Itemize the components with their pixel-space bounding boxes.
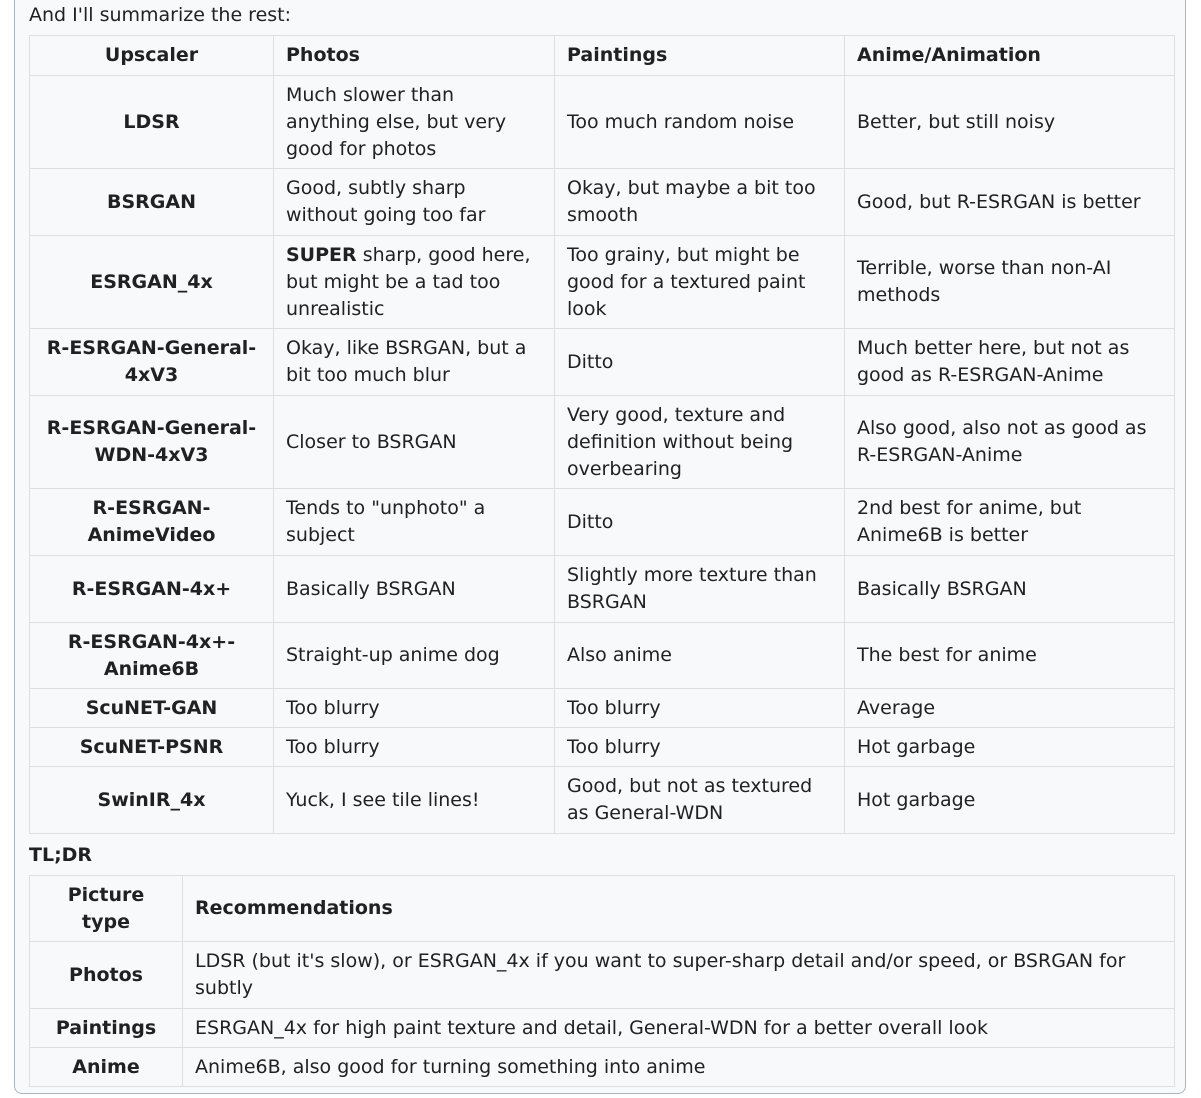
recommendation-table bbox=[29, 875, 1175, 1087]
paintings-cell: Very good, texture and definition without being overbearing bbox=[555, 396, 845, 489]
column-header-paintings: Paintings bbox=[555, 36, 845, 76]
photos-cell-text: Too blurry bbox=[286, 696, 380, 719]
photos-cell-text: sharp, good here, but might be a tad too unrealistic bbox=[286, 243, 531, 320]
paintings-cell: Ditto bbox=[555, 329, 845, 396]
paintings-cell: Okay, but maybe a bit too smooth bbox=[555, 169, 845, 236]
table-row bbox=[30, 489, 1175, 556]
upscaler-name: SwinIR_4x bbox=[30, 767, 274, 834]
recommendation-text: Anime6B, also good for turning something into anime bbox=[183, 1048, 1175, 1087]
anime-cell: Hot garbage bbox=[845, 767, 1175, 834]
anime-cell: The best for anime bbox=[845, 623, 1175, 689]
upscaler-name: ESRGAN_4x bbox=[30, 236, 274, 329]
upscaler-name: R-ESRGAN-4x+ bbox=[30, 556, 274, 623]
upscaler-comparison-table bbox=[29, 35, 1175, 834]
paintings-cell: Too much random noise bbox=[555, 76, 845, 169]
column-header-anime: Anime/Animation bbox=[845, 36, 1175, 76]
column-header-upscaler: Upscaler bbox=[30, 36, 274, 76]
photos-cell-text: Good, subtly sharp without going too far bbox=[286, 177, 486, 226]
picture-type: Photos bbox=[30, 942, 183, 1009]
photos-cell-text: Basically BSRGAN bbox=[286, 577, 456, 600]
table-header-row bbox=[30, 36, 1175, 76]
column-header-picture-type: Picture type bbox=[30, 876, 183, 942]
upscaler-name: ScuNET-PSNR bbox=[30, 728, 274, 767]
recommendation-text: LDSR (but it's slow), or ESRGAN_4x if you want to super-sharp detail and/or speed, or BSRGAN for subtly bbox=[183, 942, 1175, 1009]
upscaler-name: LDSR bbox=[30, 76, 274, 169]
table-row bbox=[30, 236, 1175, 329]
anime-cell: Terrible, worse than non-AI methods bbox=[845, 236, 1175, 329]
paintings-cell: Slightly more texture than BSRGAN bbox=[555, 556, 845, 623]
photos-cell-text: Closer to BSRGAN bbox=[286, 430, 457, 453]
tldr-heading: TL;DR bbox=[29, 844, 93, 866]
photos-cell-text: Much slower than anything else, but very good for photos bbox=[286, 83, 507, 160]
photos-cell bbox=[274, 76, 555, 169]
photos-cell bbox=[274, 767, 555, 834]
paintings-cell: Good, but not as textured as General-WDN bbox=[555, 767, 845, 834]
photos-cell bbox=[274, 169, 555, 236]
table-row bbox=[30, 623, 1175, 689]
anime-cell: Good, but R-ESRGAN is better bbox=[845, 169, 1175, 236]
table-row bbox=[30, 169, 1175, 236]
anime-cell: Hot garbage bbox=[845, 728, 1175, 767]
photos-cell bbox=[274, 236, 555, 329]
photos-cell bbox=[274, 689, 555, 728]
photos-cell-text: Yuck, I see tile lines! bbox=[286, 788, 480, 811]
column-header-photos: Photos bbox=[274, 36, 555, 76]
upscaler-name: R-ESRGAN-4x+-Anime6B bbox=[30, 623, 274, 689]
paintings-cell: Also anime bbox=[555, 623, 845, 689]
paintings-cell: Ditto bbox=[555, 489, 845, 556]
anime-cell: Basically BSRGAN bbox=[845, 556, 1175, 623]
upscaler-name: BSRGAN bbox=[30, 169, 274, 236]
table-row bbox=[30, 76, 1175, 169]
photos-cell-text: Straight-up anime dog bbox=[286, 644, 500, 666]
photos-cell-text: Okay, like BSRGAN, but a bit too much blur bbox=[286, 337, 527, 386]
photos-cell bbox=[274, 556, 555, 623]
anime-cell: 2nd best for anime, but Anime6B is better bbox=[845, 489, 1175, 556]
picture-type: Anime bbox=[30, 1048, 183, 1087]
photos-cell bbox=[274, 396, 555, 489]
table-row bbox=[30, 556, 1175, 623]
anime-cell: Better, but still noisy bbox=[845, 76, 1175, 169]
anime-cell: Average bbox=[845, 689, 1175, 728]
table-header-row bbox=[30, 876, 1175, 942]
photos-cell-emphasis: SUPER bbox=[286, 243, 357, 266]
table-row bbox=[30, 396, 1175, 489]
table-row bbox=[30, 1009, 1175, 1048]
upscaler-name: R-ESRGAN-General-WDN-4xV3 bbox=[30, 396, 274, 489]
picture-type: Paintings bbox=[30, 1009, 183, 1048]
photos-cell-text: Tends to "unphoto" a subject bbox=[286, 497, 486, 546]
upscaler-name: R-ESRGAN-General-4xV3 bbox=[30, 329, 274, 396]
photos-cell-text: Too blurry bbox=[286, 735, 380, 758]
photos-cell bbox=[274, 489, 555, 556]
paintings-cell: Too blurry bbox=[555, 689, 845, 728]
table-row bbox=[30, 689, 1175, 728]
upscaler-name: R-ESRGAN-AnimeVideo bbox=[30, 489, 274, 556]
photos-cell bbox=[274, 329, 555, 396]
intro-text: And I'll summarize the rest: bbox=[29, 4, 292, 26]
column-header-recommendations: Recommendations bbox=[183, 876, 1175, 942]
photos-cell bbox=[274, 728, 555, 767]
table-row bbox=[30, 767, 1175, 834]
table-row bbox=[30, 1048, 1175, 1087]
upscaler-name: ScuNET-GAN bbox=[30, 689, 274, 728]
anime-cell: Much better here, but not as good as R-ESRGAN-Anime bbox=[845, 329, 1175, 396]
anime-cell: Also good, also not as good as R-ESRGAN-Anime bbox=[845, 396, 1175, 489]
table-row bbox=[30, 728, 1175, 767]
recommendation-text: ESRGAN_4x for high paint texture and detail, General-WDN for a better overall look bbox=[183, 1009, 1175, 1048]
photos-cell bbox=[274, 623, 555, 689]
table-row bbox=[30, 942, 1175, 1009]
paintings-cell: Too blurry bbox=[555, 728, 845, 767]
paintings-cell: Too grainy, but might be good for a textured paint look bbox=[555, 236, 845, 329]
table-row bbox=[30, 329, 1175, 396]
